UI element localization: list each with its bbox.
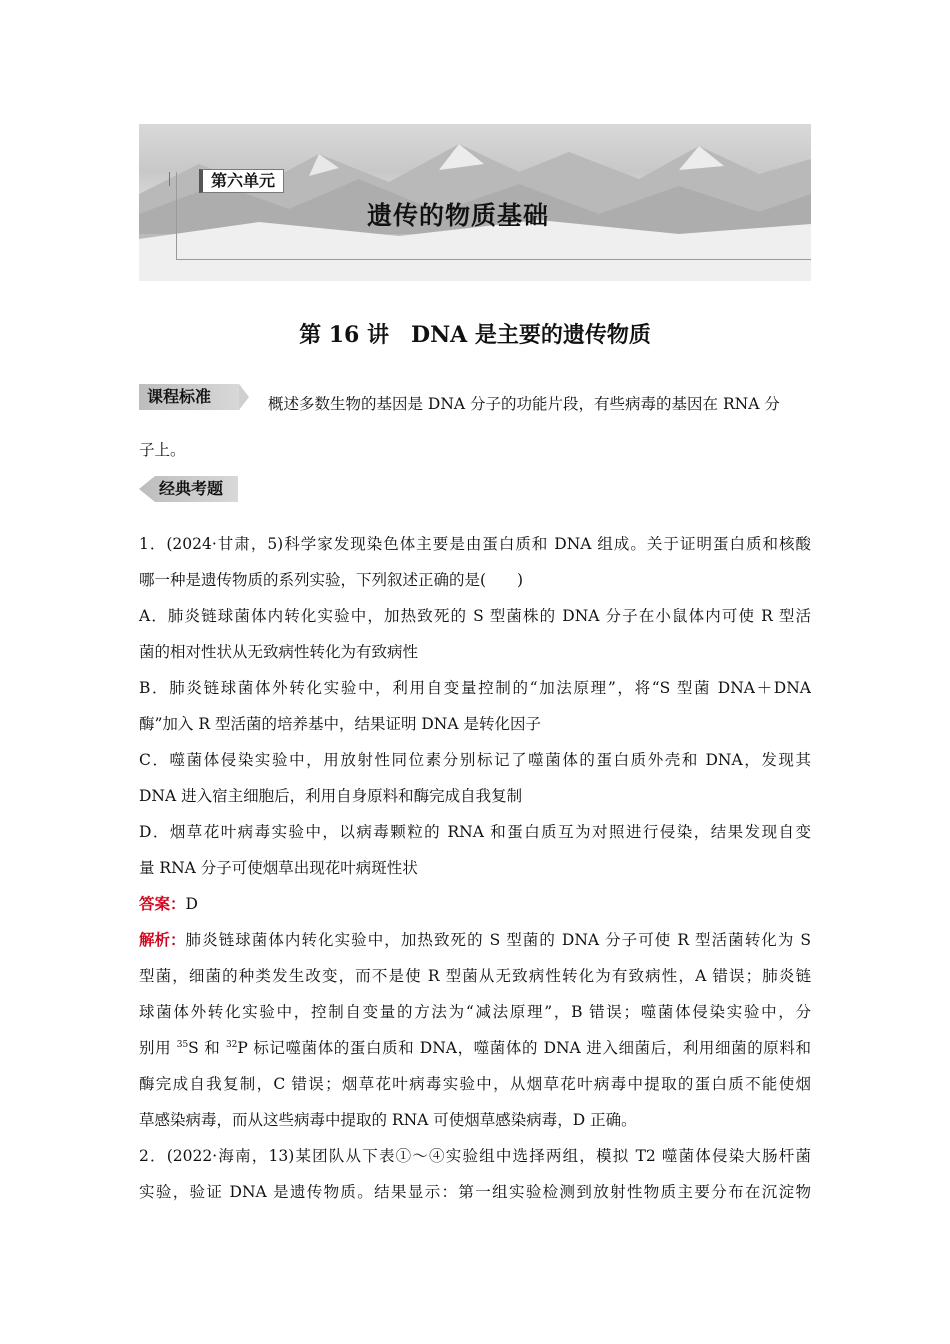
q1-option-b-line1: B．肺炎链球菌体外转化实验中，利用自变量控制的“加法原理”，将“S 型菌 DNA＋DNA	[139, 679, 811, 697]
q1-answer	[139, 894, 811, 914]
q1-analysis-line5: 酶完成自我复制，C 错误；烟草花叶病毒实验中，从烟草花叶病毒中提取的蛋白质不能使烟	[139, 1075, 811, 1093]
q1-option-c-line2: DNA 进入宿主细胞后，利用自身原料和酶完成自我复制	[139, 787, 523, 805]
q1-option-d-line1: D．烟草花叶病毒实验中，以病毒颗粒的 RNA 和蛋白质互为对照进行侵染，结果发现自变	[139, 823, 811, 841]
isotope-35: 35	[176, 1040, 189, 1050]
course-standard-line2: 子上。	[139, 441, 186, 459]
unit-label: 第六单元	[199, 169, 284, 193]
analysis-label: 解析：	[139, 930, 186, 949]
banner-frame-horizontal	[176, 259, 811, 260]
q1-option-c-line1: C．噬菌体侵染实验中，用放射性同位素分别标记了噬菌体的蛋白质外壳和 DNA，发现其	[139, 751, 811, 769]
q1-stem-line1: 1．(2024·甘肃，5)科学家发现染色体主要是由蛋白质和 DNA 组成。关于证明蛋白质和核酸	[139, 535, 811, 553]
course-standard-tag: 课程标准	[139, 384, 239, 410]
banner-frame-vertical	[176, 172, 177, 260]
analysis-text-4b: S 和	[188, 1039, 226, 1057]
unit-banner	[139, 124, 811, 281]
analysis-text-4c: P 标记噬菌体的蛋白质和 DNA，噬菌体的 DNA 进入细菌后，利用细菌的原料和	[237, 1039, 811, 1057]
classic-questions-tag: 经典考题	[139, 476, 238, 502]
analysis-text-4a: 别用	[139, 1039, 177, 1057]
q1-option-d-line2: 量 RNA 分子可使烟草出现花叶病斑性状	[139, 859, 418, 877]
analysis-text-1: 肺炎链球菌体内转化实验中，加热致死的 S 型菌的 DNA 分子可使 R 型活菌转化为 S	[185, 931, 811, 949]
q2-stem-line1: 2．(2022·海南，13)某团队从下表①～④实验组中选择两组，模拟 T2 噬菌体侵染大肠杆菌	[139, 1147, 811, 1165]
q2-stem-line2: 实验，验证 DNA 是遗传物质。结果显示：第一组实验检测到放射性物质主要分布在沉淀物	[139, 1183, 811, 1201]
q1-analysis-line4	[139, 1038, 811, 1058]
isotope-32: 32	[225, 1040, 238, 1050]
unit-title: 遗传的物质基础	[367, 201, 550, 230]
answer-value: D	[185, 895, 198, 913]
course-standard-line1: 概述多数生物的基因是 DNA 分子的功能片段，有些病毒的基因在 RNA 分	[268, 395, 780, 413]
q1-option-a-line1: A．肺炎链球菌体内转化实验中，加热致死的 S 型菌株的 DNA 分子在小鼠体内可使 R 型活	[139, 607, 811, 625]
banner-frame-tick	[169, 172, 170, 186]
q1-option-b-line2: 酶”加入 R 型活菌的培养基中，结果证明 DNA 是转化因子	[139, 715, 541, 733]
q1-analysis-line1	[139, 930, 811, 950]
lecture-title: 第 16 讲 DNA 是主要的遗传物质	[299, 322, 651, 348]
q1-analysis-line2: 型菌，细菌的种类发生改变，而不是使 R 型菌从无致病性转化为有致病性，A 错误；肺炎链	[139, 967, 811, 985]
q1-analysis-line3: 球菌体外转化实验中，控制自变量的方法为“减法原理”，B 错误；噬菌体侵染实验中，分	[139, 1003, 811, 1021]
answer-label: 答案：	[139, 894, 186, 913]
q1-analysis-line6: 草感染病毒，而从这些病毒中提取的 RNA 可使烟草感染病毒，D 正确。	[139, 1111, 637, 1129]
q1-stem-line2: 哪一种是遗传物质的系列实验，下列叙述正确的是( )	[139, 571, 524, 589]
q1-option-a-line2: 菌的相对性状从无致病性转化为有致病性	[139, 643, 419, 661]
